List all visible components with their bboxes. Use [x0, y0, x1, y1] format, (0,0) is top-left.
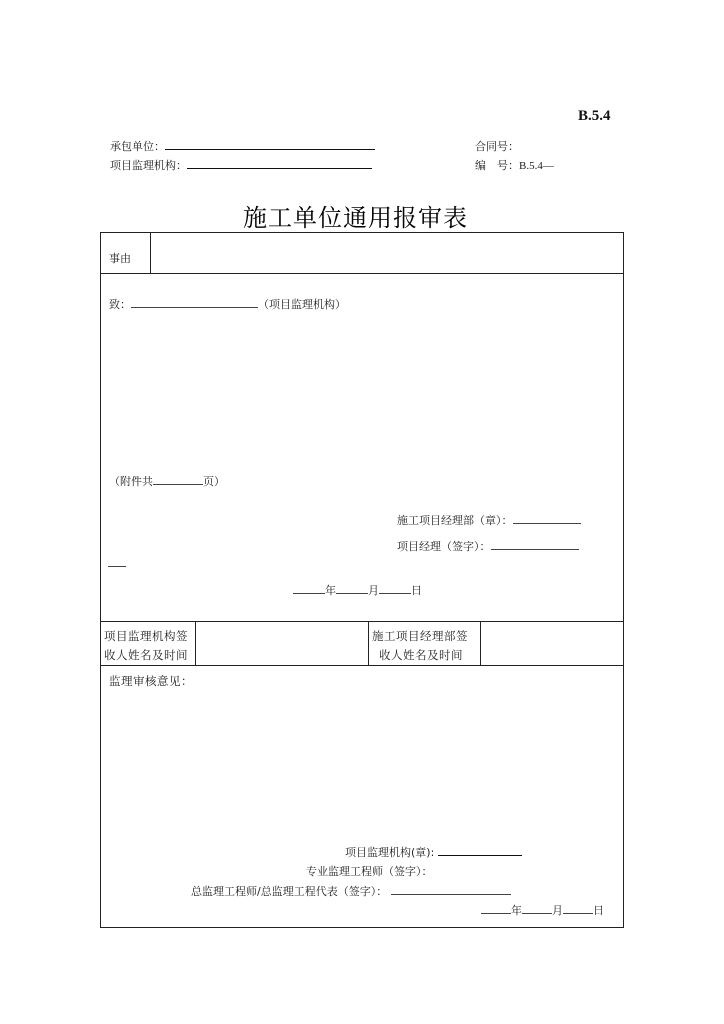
month-label: 月 — [552, 904, 563, 917]
receipt-supervision-label-line2: 收人姓名及时间 — [104, 648, 188, 662]
submit-month-input[interactable] — [336, 583, 368, 594]
body-text-area[interactable] — [109, 318, 614, 468]
form-table — [100, 232, 624, 928]
row-divider — [101, 273, 623, 274]
receipt-contractor-label-line2: 收人姓名及时间 — [379, 648, 463, 662]
serial-no-value: B.5.4— — [519, 160, 554, 172]
month-label: 月 — [368, 584, 379, 597]
supervision-org-field — [110, 157, 372, 173]
contractor-dept-seal-label: 施工项目经理部（章）： — [397, 514, 513, 527]
day-label: 日 — [593, 904, 604, 917]
col-divider — [368, 621, 369, 665]
supervision-seal-field — [345, 844, 522, 860]
specialist-engineer-label: 专业监理工程师（签字）： — [306, 865, 433, 878]
matter-input[interactable] — [152, 233, 623, 273]
contract-no-field — [475, 138, 519, 154]
supervision-seal-input[interactable] — [438, 845, 522, 856]
receipt-supervision-input[interactable] — [197, 622, 367, 664]
contractor-dept-seal-field — [397, 512, 581, 528]
serial-no-label: 编 号： — [475, 159, 519, 172]
review-opinion-label: 监理审核意见： — [109, 674, 193, 688]
project-manager-sign-field — [397, 538, 579, 554]
form-code: B.5.4 — [578, 108, 611, 124]
chief-engineer-field — [191, 883, 511, 899]
year-label: 年 — [325, 584, 336, 597]
contractor-label: 承包单位： — [110, 140, 165, 153]
attachment-pages-input[interactable] — [153, 474, 203, 485]
stray-underline — [108, 566, 126, 567]
to-label: 致： — [109, 298, 131, 311]
submit-year-input[interactable] — [293, 583, 325, 594]
to-input-line[interactable] — [131, 297, 258, 308]
row-divider — [101, 665, 623, 666]
year-label: 年 — [511, 904, 522, 917]
serial-no-field — [475, 157, 554, 173]
review-date-field — [481, 902, 604, 918]
chief-engineer-label: 总监理工程师/总监理工程代表（签字）： — [191, 885, 388, 898]
receipt-contractor-label-line1: 施工项目经理部签 — [372, 629, 468, 643]
col-divider — [195, 621, 196, 665]
page-title: 施工单位通用报审表 — [243, 204, 468, 232]
attachment-prefix: （附件共 — [109, 475, 153, 488]
to-field — [109, 296, 346, 312]
col-divider — [480, 621, 481, 665]
review-day-input[interactable] — [563, 903, 593, 914]
contract-no-label: 合同号： — [475, 140, 519, 153]
to-suffix: （项目监理机构） — [258, 298, 346, 311]
review-month-input[interactable] — [522, 903, 552, 914]
review-year-input[interactable] — [481, 903, 511, 914]
attachment-field — [109, 473, 225, 489]
attachment-suffix: 页） — [203, 475, 225, 488]
supervision-org-label: 项目监理机构： — [110, 159, 187, 172]
submit-date-field — [293, 582, 422, 598]
contractor-field — [110, 138, 375, 154]
contractor-input-line[interactable] — [165, 139, 375, 150]
contractor-dept-seal-input[interactable] — [513, 513, 581, 524]
supervision-org-input-line[interactable] — [187, 158, 372, 169]
project-manager-sign-label: 项目经理（签字）： — [397, 540, 491, 553]
receipt-contractor-input[interactable] — [482, 622, 622, 664]
day-label: 日 — [411, 584, 422, 597]
submit-day-input[interactable] — [379, 583, 411, 594]
review-opinion-text-area[interactable] — [109, 693, 614, 823]
project-manager-sign-input[interactable] — [491, 539, 579, 550]
receipt-supervision-label-line1: 项目监理机构签 — [104, 629, 188, 643]
specialist-engineer-field — [306, 863, 433, 879]
matter-label: 事由 — [109, 252, 131, 265]
supervision-seal-label: 项目监理机构(章): — [345, 846, 435, 859]
chief-engineer-sign-input[interactable] — [391, 884, 511, 895]
col-divider — [150, 233, 151, 273]
